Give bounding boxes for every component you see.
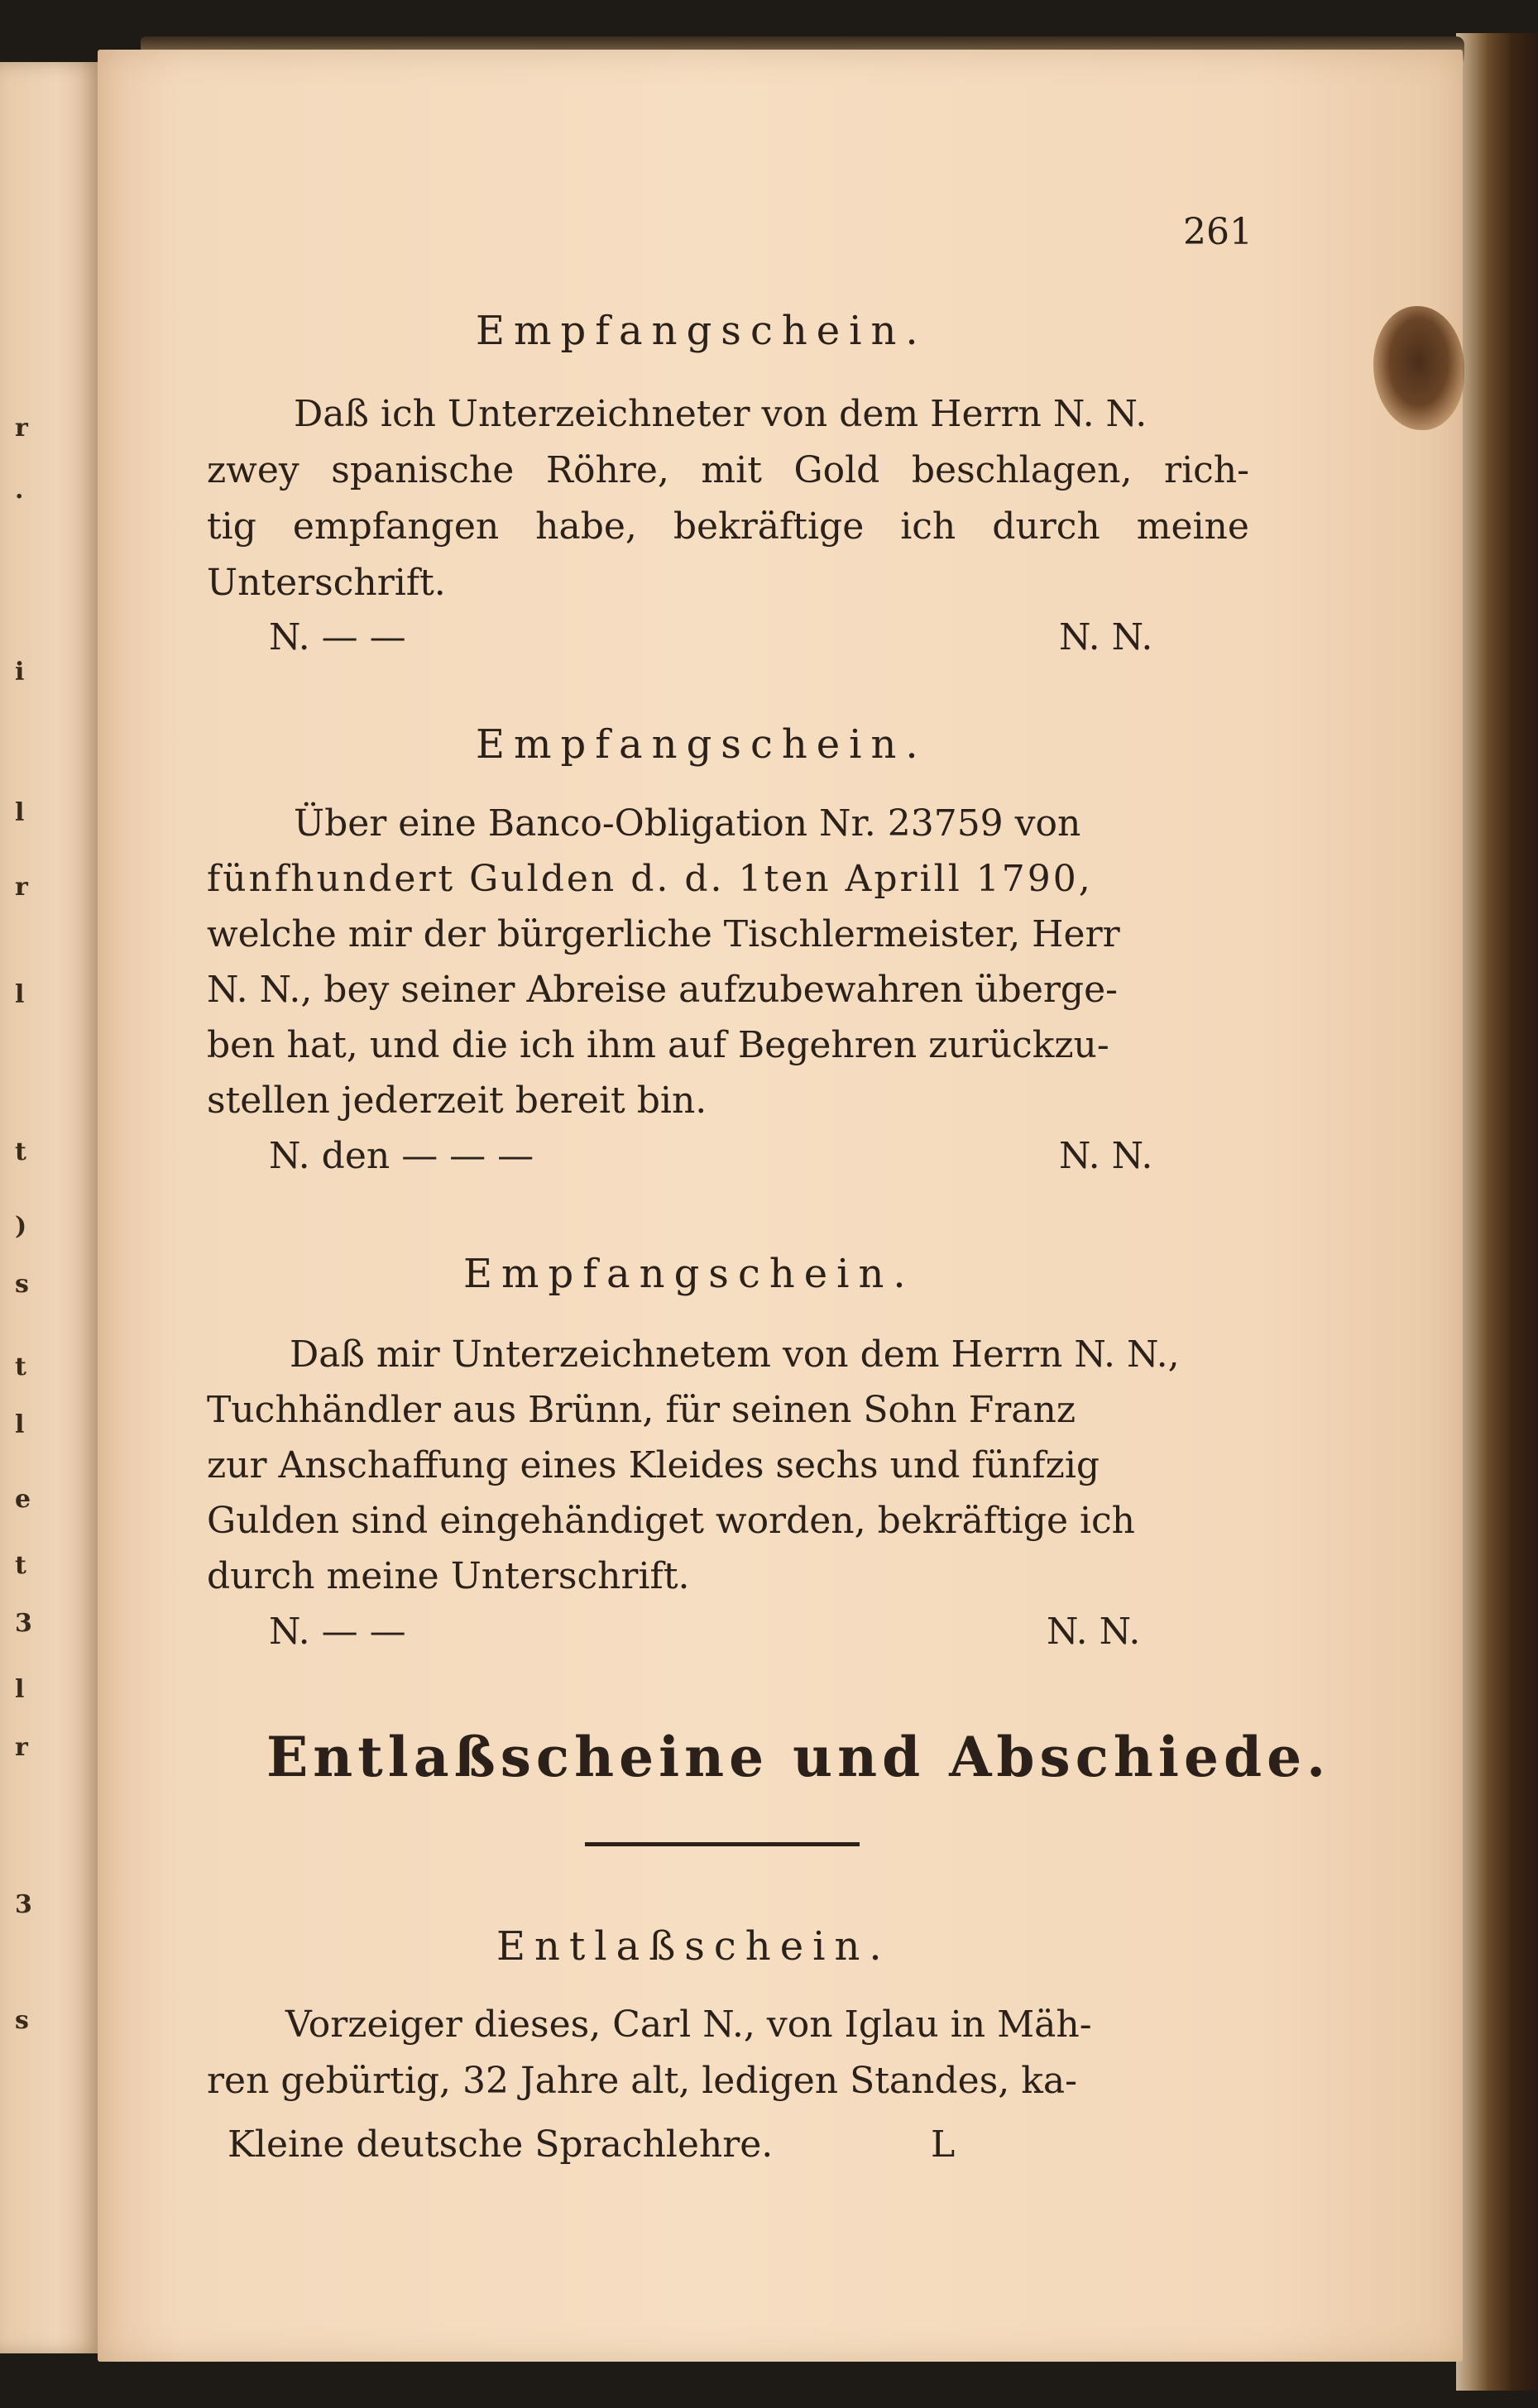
word: rich- — [1164, 449, 1249, 491]
signature-line: Kleine deutsche Sprachlehre. — [228, 2123, 774, 2166]
signature-mark: L — [931, 2123, 956, 2166]
text-line: Gulden sind eingehändiget worden, bekräftige ich — [207, 1500, 1136, 1542]
signature-left: N. — — — [269, 1611, 406, 1653]
left-page-letter: s — [15, 1270, 29, 1299]
word: bekräftige — [673, 505, 865, 548]
text-line: Tuchhändler aus Brünn, für seinen Sohn Franz — [207, 1389, 1076, 1431]
word: empfangen — [292, 505, 500, 548]
left-page-letter: l — [15, 1410, 25, 1439]
text-line: fünfhundert Gulden d. d. 1ten Aprill 1790, — [207, 858, 1093, 900]
left-page-letter: ) — [15, 1212, 27, 1241]
text-line — [207, 505, 1249, 548]
text-line: Über eine Banco-Obligation Nr. 23759 von — [294, 802, 1081, 845]
word: habe, — [535, 505, 637, 548]
text-line: Unterschrift. — [207, 562, 446, 604]
text-line: durch meine Unterschrift. — [207, 1555, 690, 1597]
word: meine — [1136, 505, 1249, 548]
left-page-letter: r — [15, 414, 28, 443]
text-line — [207, 449, 1249, 491]
left-page-letter: l — [15, 980, 25, 1009]
left-page-letter: t — [15, 1352, 26, 1381]
text-line: N. N., bey seiner Abreise aufzubewahren überge- — [207, 969, 1118, 1011]
divider-rule — [585, 1842, 860, 1846]
word: spanische — [331, 449, 515, 491]
section-heading: Empfangschein. — [463, 1251, 915, 1297]
signature-right: N. N. — [1059, 616, 1153, 658]
page-number: 261 — [1183, 211, 1253, 253]
section-heading: Empfangschein. — [476, 308, 927, 354]
signature-left: N. den — — — — [269, 1135, 534, 1177]
word: tig — [207, 505, 256, 548]
text-line: ben hat, und die ich ihm auf Begehren zurückzu- — [207, 1024, 1109, 1066]
left-facing-page — [0, 62, 103, 2353]
book-cover-edge — [1456, 33, 1538, 2391]
word: durch — [992, 505, 1100, 548]
left-page-letter: 3 — [15, 1609, 32, 1638]
left-page-letter: t — [15, 1551, 26, 1580]
left-page-letter: s — [15, 2006, 29, 2035]
left-page-letter: l — [15, 1675, 25, 1704]
word: ich — [900, 505, 956, 548]
section-heading: Empfangschein. — [476, 721, 927, 768]
text-line: stellen jederzeit bereit bin. — [207, 1080, 707, 1122]
word: mit — [701, 449, 762, 491]
left-page-letter: i — [15, 658, 25, 687]
text-line: zur Anschaffung eines Kleides sechs und fünfzig — [207, 1444, 1100, 1486]
signature-right: N. N. — [1047, 1611, 1141, 1653]
left-page-letter: t — [15, 1137, 26, 1166]
word: Gold — [793, 449, 880, 491]
text-line: Daß mir Unterzeichnetem von dem Herrn N. N., — [290, 1333, 1180, 1376]
left-page-letter: . — [15, 476, 24, 505]
text-line: Vorzeiger dieses, Carl N., von Iglau in Mäh- — [285, 2003, 1092, 2046]
left-page-letter: 3 — [15, 1890, 32, 1919]
word: beschlagen, — [911, 449, 1133, 491]
subsection-heading: Entlaßschein. — [496, 1923, 891, 1970]
word: Röhre, — [545, 449, 669, 491]
signature-left: N. — — — [269, 616, 406, 658]
word: zwey — [207, 449, 299, 491]
left-page-letter: l — [15, 798, 25, 827]
left-page-letter: r — [15, 873, 28, 902]
left-page-letter: e — [15, 1485, 31, 1514]
text-line: ren gebürtig, 32 Jahre alt, ledigen Standes, ka- — [207, 2060, 1078, 2102]
signature-right: N. N. — [1059, 1135, 1153, 1177]
chapter-title: Entlaßscheine und Abschiede. — [266, 1725, 1331, 1789]
text-line: welche mir der bürgerliche Tischlermeister, Herr — [207, 913, 1120, 955]
left-page-letter: r — [15, 1733, 28, 1762]
text-line: Daß ich Unterzeichneter von dem Herrn N. N. — [294, 393, 1148, 435]
